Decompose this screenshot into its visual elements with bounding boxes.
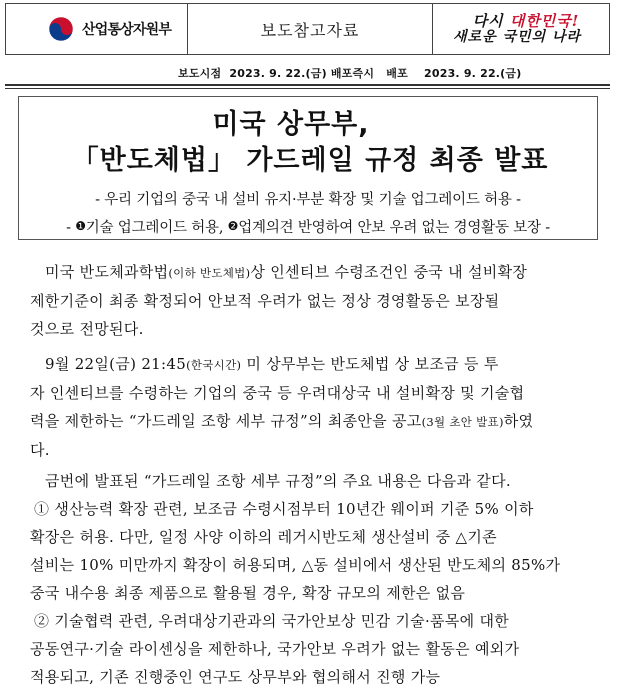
number-1-icon: ❶ bbox=[75, 219, 86, 233]
item-2-technology: ② 기술협력 관련, 우려대상기관과의 국가안보상 민감 기술·품목에 대한 bbox=[34, 612, 510, 630]
divider-thick bbox=[5, 84, 610, 86]
doc-type-label: 보도참고자료 bbox=[188, 4, 433, 54]
item-1-capacity: ① 생산능력 확장 관련, 보조금 수령시점부터 10년간 웨이퍼 기준 5% 이하 bbox=[34, 500, 534, 518]
slogan-line-2: 새로운 국민의 나라 bbox=[453, 29, 581, 45]
paragraph-details: 금번에 발표된 “가드레일 조항 세부 규정”의 주요 내용은 다음과 같다. ① 생산능력 확장 관련, 보조금 수령시점부터 10년간 웨이퍼 기준 5% 이하 확장은 허용. 다만, 일정 사양 이하의 레거시반도체 생산설비 중 △기존 설비는 10% 미만까지 확장이 허용되며, △동 설비에서 생산된 반도체의 85%가 중국 내수용 최종 제품으로 활용될 경우, 확장 규모의 제한은 없음 ② 기술협력 관련, 우려대상기관과의 국가안보상 민감 기술·품목에 대한 공동연구·기술 라이센싱을 제한하나, 국가안보 우려가 없는 활동은 예외가 적용되고, 기존 진행중인 연구도 상무부와 협의해서 진행 가능 bbox=[30, 467, 595, 691]
press-header bbox=[5, 3, 610, 55]
release-timing: 보도시점 2023. 9. 22.(금) 배포즉시 배포 2023. 9. 22.(금) bbox=[178, 67, 522, 80]
slogan-word-1: 다시 bbox=[472, 12, 504, 30]
ministry-block bbox=[6, 4, 188, 54]
divider-thin bbox=[5, 88, 610, 89]
headline-line-2: 「반도체법」 가드레일 규정 최종 발표 bbox=[71, 145, 549, 176]
subheadline-1: - 우리 기업의 중국 내 설비 유지·부분 확장 및 기술 업그레이드 허용 - bbox=[95, 192, 521, 208]
headline-line-1: 미국 상무부, bbox=[212, 109, 370, 140]
slogan-word-2: 대한민국! bbox=[509, 12, 580, 30]
subheadline-2: - ❶기술 업그레이드 허용, ❷업계의견 반영하여 안보 우려 없는 경영활동 보장 - bbox=[66, 219, 550, 236]
headline-box bbox=[18, 96, 598, 240]
slogan-logo bbox=[433, 4, 609, 54]
paragraph-summary: 미국 반도체과학법(이하 반도체법)상 인센티브 수령조건인 중국 내 설비확장 제한기준이 최종 확정되어 안보적 우려가 없는 정상 경영활동은 보장될 것으로 전망된다. bbox=[30, 263, 528, 338]
details-intro: 금번에 발표된 “가드레일 조항 세부 규정”의 주요 내용은 다음과 같다. bbox=[45, 472, 511, 490]
government-emblem-icon bbox=[48, 16, 74, 42]
paragraph-announcement: 9월 22일(금) 21:45(한국시간) 미 상무부는 반도체법 상 보조금 등 투 자 인센티브를 수령하는 기업의 중국 등 우려대상국 내 설비확장 및 기술협 력을 제한하는 “가드레일 조항 세부 규정”의 최종안을 공고(3월 초안 발표)하였 다. bbox=[30, 355, 534, 459]
number-2-icon: ❷ bbox=[227, 219, 239, 233]
ministry-name: 산업통상자원부 bbox=[82, 22, 172, 38]
